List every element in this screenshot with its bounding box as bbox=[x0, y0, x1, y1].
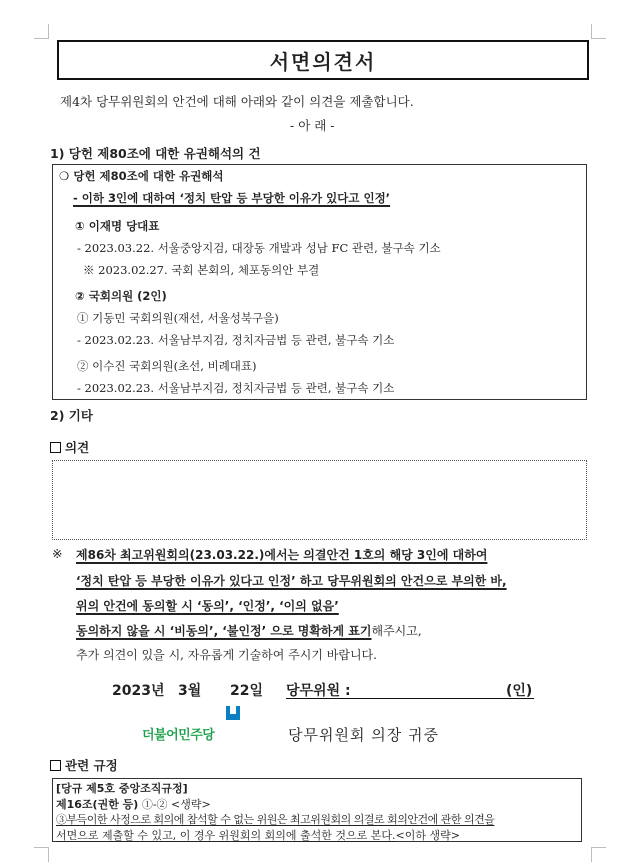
note-line4-emphasis: 동의하지 않을 시 ‘비동의’, ‘불인정’ 으로 명확하게 표기 bbox=[76, 624, 372, 638]
sign-month: 3월 bbox=[178, 683, 202, 699]
person1-heading: ① 이재명 당대표 bbox=[75, 219, 160, 233]
page-corner-mark bbox=[591, 847, 606, 862]
note-line4 bbox=[76, 622, 422, 639]
page-corner-mark bbox=[591, 24, 606, 39]
note-line2: ‘정치 탄압 등 부당한 이유가 있다고 인정’ 하고 당무위원회의 안건으로 부의한 바, bbox=[76, 574, 507, 588]
addressee: 당무위원회 의장 귀중 bbox=[288, 726, 439, 744]
signature-line[interactable] bbox=[286, 698, 534, 699]
reg-line1: [당규 제5호 중앙조직규정] bbox=[56, 782, 188, 795]
reg-heading-text: 관련 규정 bbox=[65, 758, 118, 773]
person2b-name: ② 이수진 국회의원(초선, 비례대표) bbox=[77, 359, 257, 373]
party-logo bbox=[142, 706, 262, 746]
item1-detail-box bbox=[52, 164, 587, 400]
box-line1: ❍ 당헌 제80조에 대한 유권해석 bbox=[59, 169, 224, 183]
below-marker: - 아 래 - bbox=[290, 118, 335, 133]
box-line2: - 이하 3인에 대하여 ‘정치 탄압 등 부당한 이유가 있다고 인정’ bbox=[73, 191, 391, 205]
reg-heading bbox=[50, 756, 118, 774]
note-line1: 제86차 최고위원회의(23.03.22.)에서는 의결안건 1호의 해당 3인에 대하여 bbox=[76, 548, 488, 562]
item1-heading: 1) 당헌 제80조에 대한 유권해석의 건 bbox=[50, 146, 261, 161]
person2a-line: - 2023.02.23. 서울남부지검, 정치자금법 등 관련, 불구속 기소 bbox=[77, 333, 395, 347]
note-mark: ※ bbox=[52, 546, 63, 561]
person1-line1: - 2023.03.22. 서울중앙지검, 대장동 개발과 성남 FC 관련, 불구속 기소 bbox=[77, 241, 441, 255]
regulation-box bbox=[52, 778, 582, 842]
reg-line3: ③부득이한 사정으로 회의에 참석할 수 없는 위원은 최고위원회의 의결로 회의안건에 관한 의견을 bbox=[56, 813, 495, 826]
reg-line4 bbox=[56, 828, 578, 844]
note-line4-tail: 해주시고, bbox=[371, 624, 422, 638]
sign-role: 당무위원 : bbox=[286, 683, 351, 699]
note-line5: 추가 의견이 있을 시, 자유롭게 기술하여 주시기 바랍니다. bbox=[76, 648, 377, 662]
logo-mark-icon bbox=[226, 706, 240, 720]
page-corner-mark bbox=[34, 24, 49, 39]
page-corner-mark bbox=[34, 847, 49, 862]
sign-year: 2023년 bbox=[112, 683, 165, 699]
reg-line2 bbox=[56, 797, 578, 813]
note-line3: 위의 안건에 동의할 시 ‘동의’, ‘인정’, ‘이의 없음’ bbox=[76, 599, 339, 613]
reg-line4-tail: <이하 생략> bbox=[395, 828, 460, 842]
logo-text: 더불어민주당 bbox=[142, 728, 215, 743]
reg-article-tail: ①-② <생략> bbox=[138, 797, 211, 811]
square-bullet-icon bbox=[50, 760, 61, 771]
opinion-heading-text: 의견 bbox=[65, 440, 90, 455]
item2-heading: 2) 기타 bbox=[50, 408, 93, 423]
sign-day: 22일 bbox=[230, 683, 264, 699]
square-bullet-icon bbox=[50, 442, 61, 453]
intro-text: 제4차 당무위원회의 안건에 대해 아래와 같이 의견을 제출합니다. bbox=[60, 94, 414, 109]
person2a-name: ① 기동민 국회의원(재선, 서울성북구을) bbox=[77, 311, 279, 325]
document-title-text: 서면의견서 bbox=[269, 49, 377, 74]
reg-line4-main: 서면으로 제출할 수 있고, 이 경우 위원회의 회의에 출석한 것으로 본다. bbox=[56, 828, 396, 842]
reg-article: 제16조(권한 등) bbox=[56, 797, 139, 811]
seal-mark: (인) bbox=[506, 683, 533, 699]
opinion-heading bbox=[50, 438, 89, 456]
person2b-line: - 2023.02.23. 서울남부지검, 정치자금법 등 관련, 불구속 기소 bbox=[77, 381, 395, 395]
opinion-input-box[interactable] bbox=[52, 460, 587, 540]
person2-heading: ② 국회의원 (2인) bbox=[75, 289, 167, 303]
document-title bbox=[57, 40, 589, 80]
person1-line2: ※ 2023.02.27. 국회 본회의, 체포동의안 부결 bbox=[83, 263, 320, 277]
